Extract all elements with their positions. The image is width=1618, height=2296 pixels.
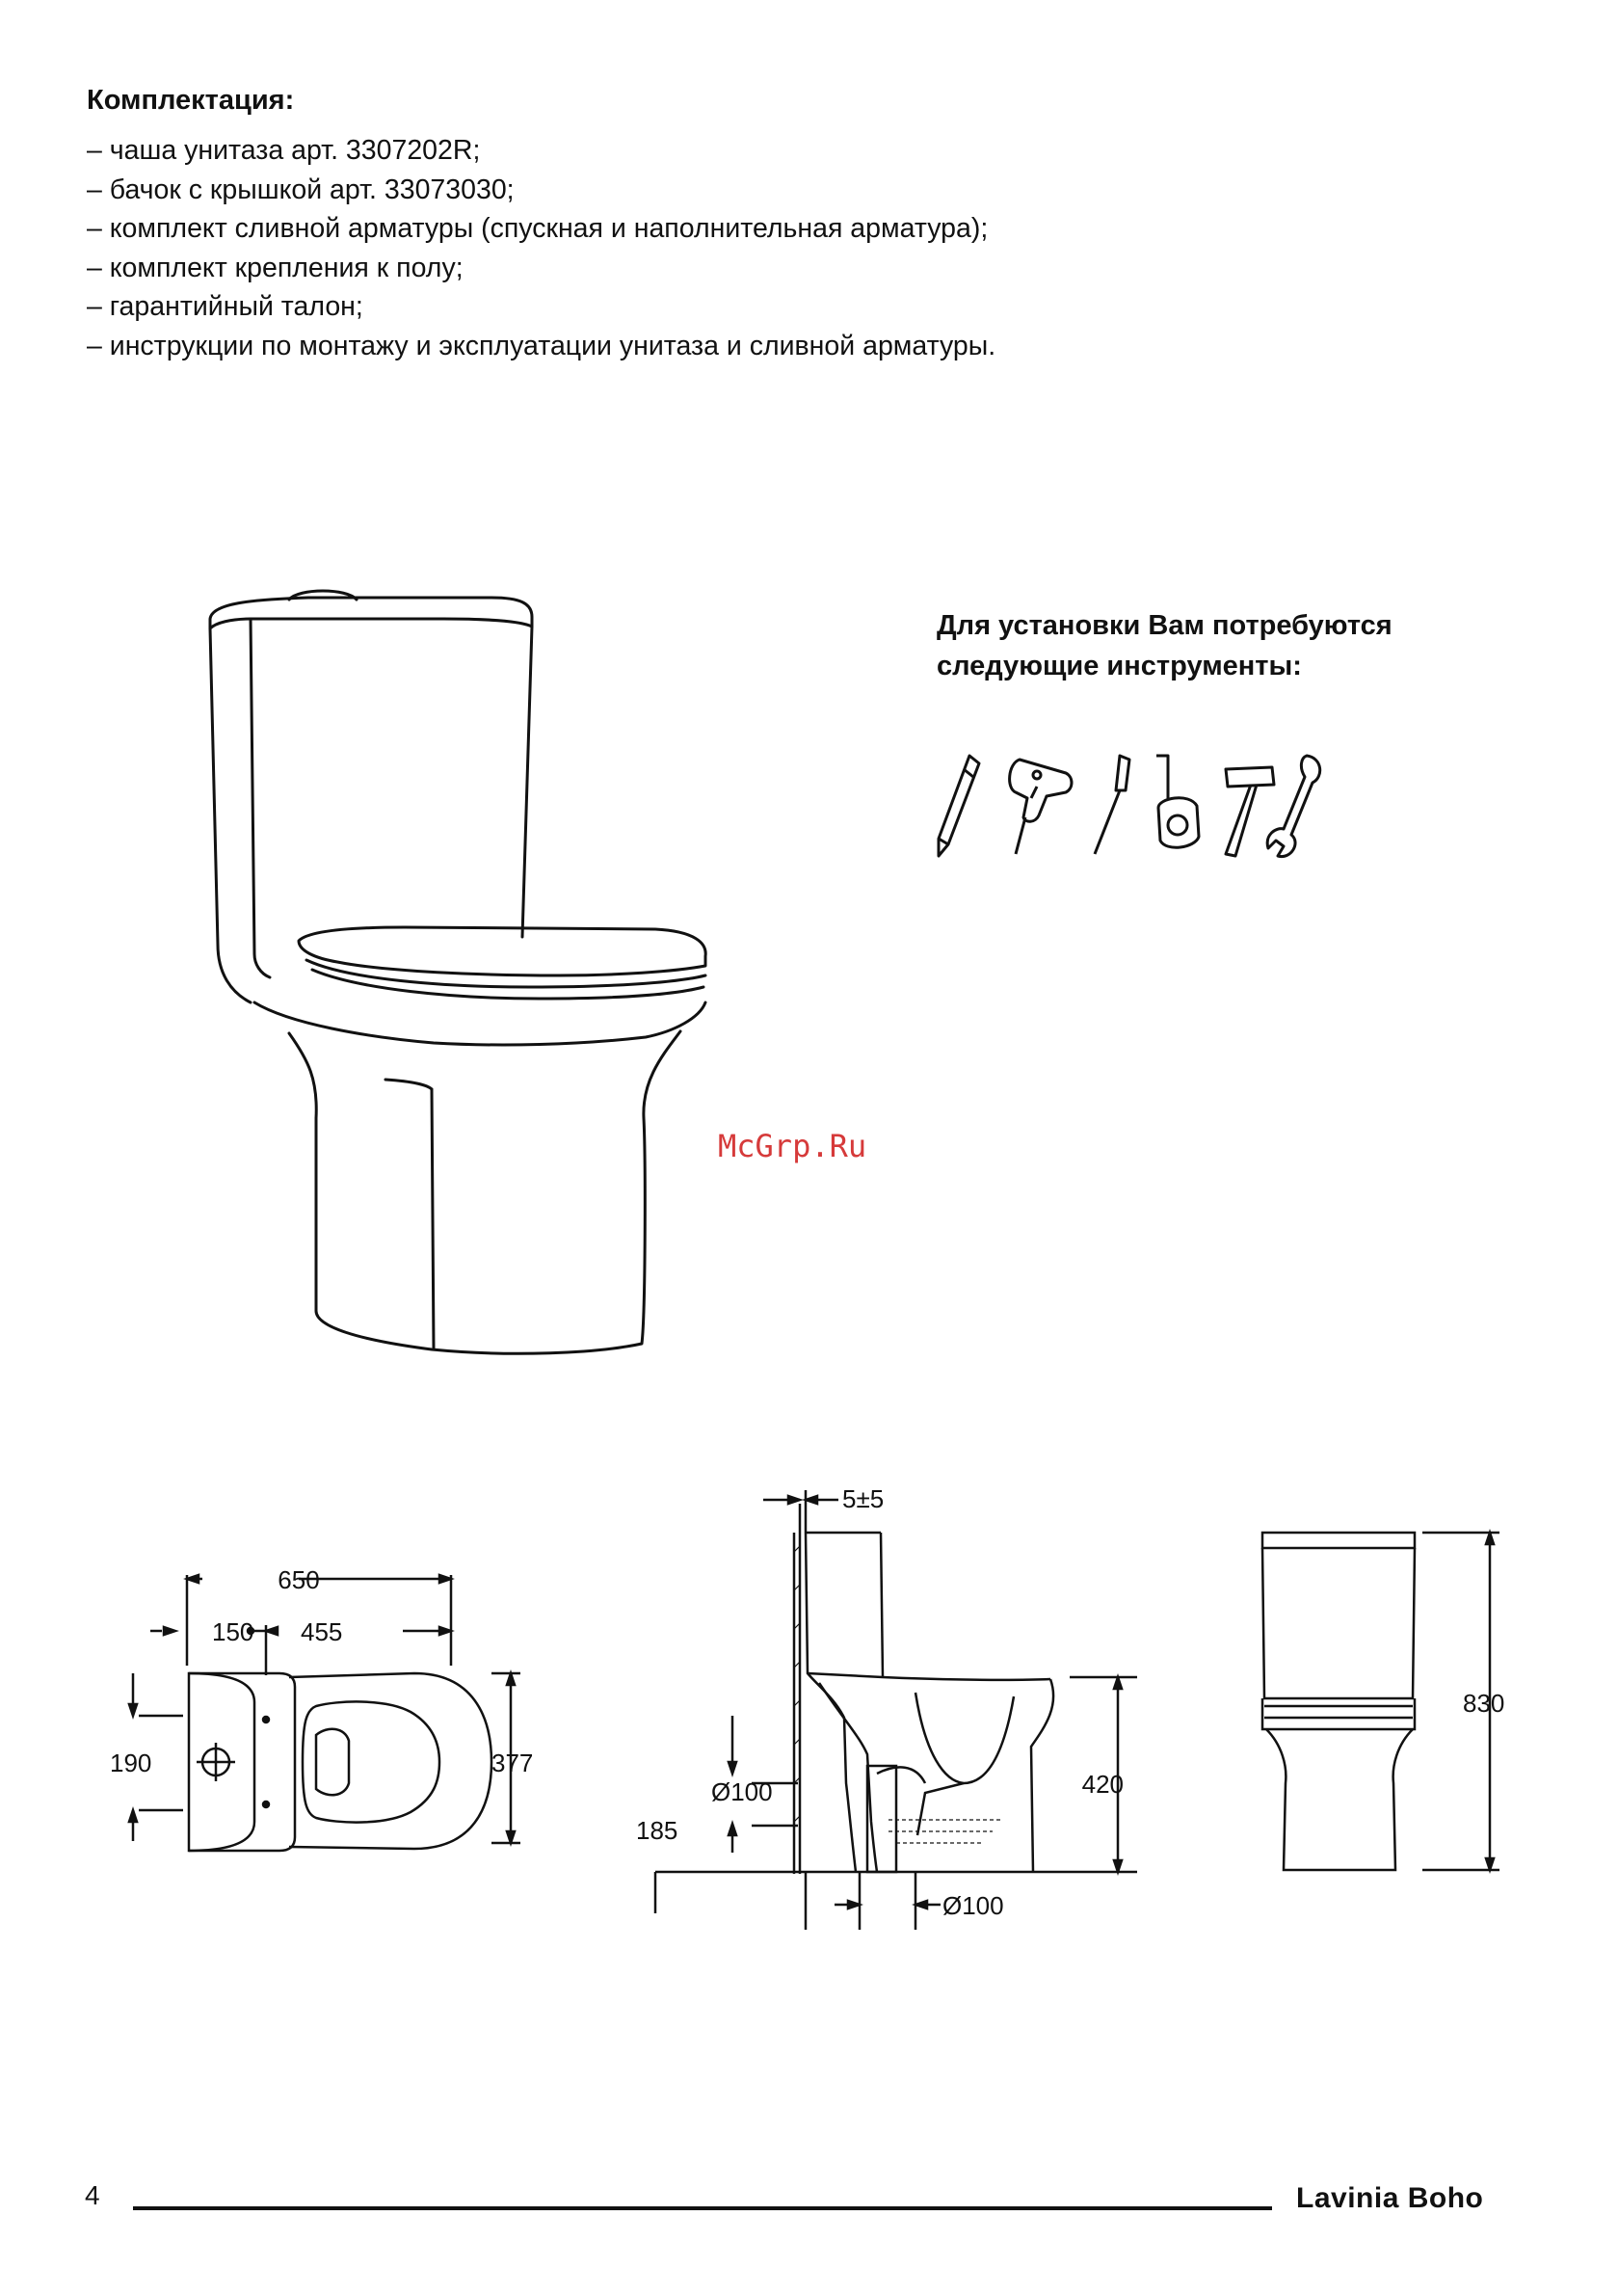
tools-heading xyxy=(937,605,1476,686)
dim-420: 420 xyxy=(1081,1770,1124,1799)
kit-item: – инструкции по монтажу и эксплуатации унитаза и сливной арматуры. xyxy=(87,330,996,361)
top-view-drawing xyxy=(96,1542,578,1870)
dim-185: 185 xyxy=(636,1816,678,1845)
kit-item: – бачок с крышкой арт. 33073030; xyxy=(87,174,515,205)
dim-650: 650 xyxy=(278,1565,320,1594)
kit-item: – комплект сливной арматуры (спускная и наполнительная арматура); xyxy=(87,213,989,244)
watermark: McGrp.Ru xyxy=(718,1128,867,1164)
kit-item: – гарантийный талон; xyxy=(87,291,363,322)
dim-455: 455 xyxy=(301,1617,343,1646)
toilet-illustration xyxy=(193,578,732,1407)
tools-heading-line2: следующие инструменты: xyxy=(937,651,1302,681)
side-view-drawing xyxy=(636,1475,1214,1976)
tools-heading-line1: Для установки Вам потребуются xyxy=(937,610,1393,641)
dim-377: 377 xyxy=(491,1749,534,1777)
dim-830: 830 xyxy=(1463,1689,1505,1718)
drill-icon xyxy=(998,754,1075,860)
kit-item: – чаша унитаза арт. 3307202R; xyxy=(87,135,481,166)
kit-item: – комплект крепления к полу; xyxy=(87,252,464,283)
footer-rule xyxy=(133,2206,1272,2210)
dim-190: 190 xyxy=(110,1749,152,1777)
tape-measure-icon xyxy=(1147,752,1207,860)
dim-5pm5: 5±5 xyxy=(842,1484,885,1513)
front-view-drawing xyxy=(1243,1513,1532,1880)
kit-title: Комплектация: xyxy=(87,85,295,116)
dim-100a: Ø100 xyxy=(711,1777,773,1806)
brand-name: Lavinia Boho xyxy=(1296,2182,1484,2214)
wrench-icon xyxy=(1262,750,1326,862)
page-number: 4 xyxy=(85,2180,100,2210)
dim-150: 150 xyxy=(212,1617,254,1646)
kit-list xyxy=(87,131,995,365)
dim-100b: Ø100 xyxy=(942,1891,1004,1920)
pencil-icon xyxy=(935,752,983,860)
screwdriver-icon xyxy=(1087,752,1135,860)
